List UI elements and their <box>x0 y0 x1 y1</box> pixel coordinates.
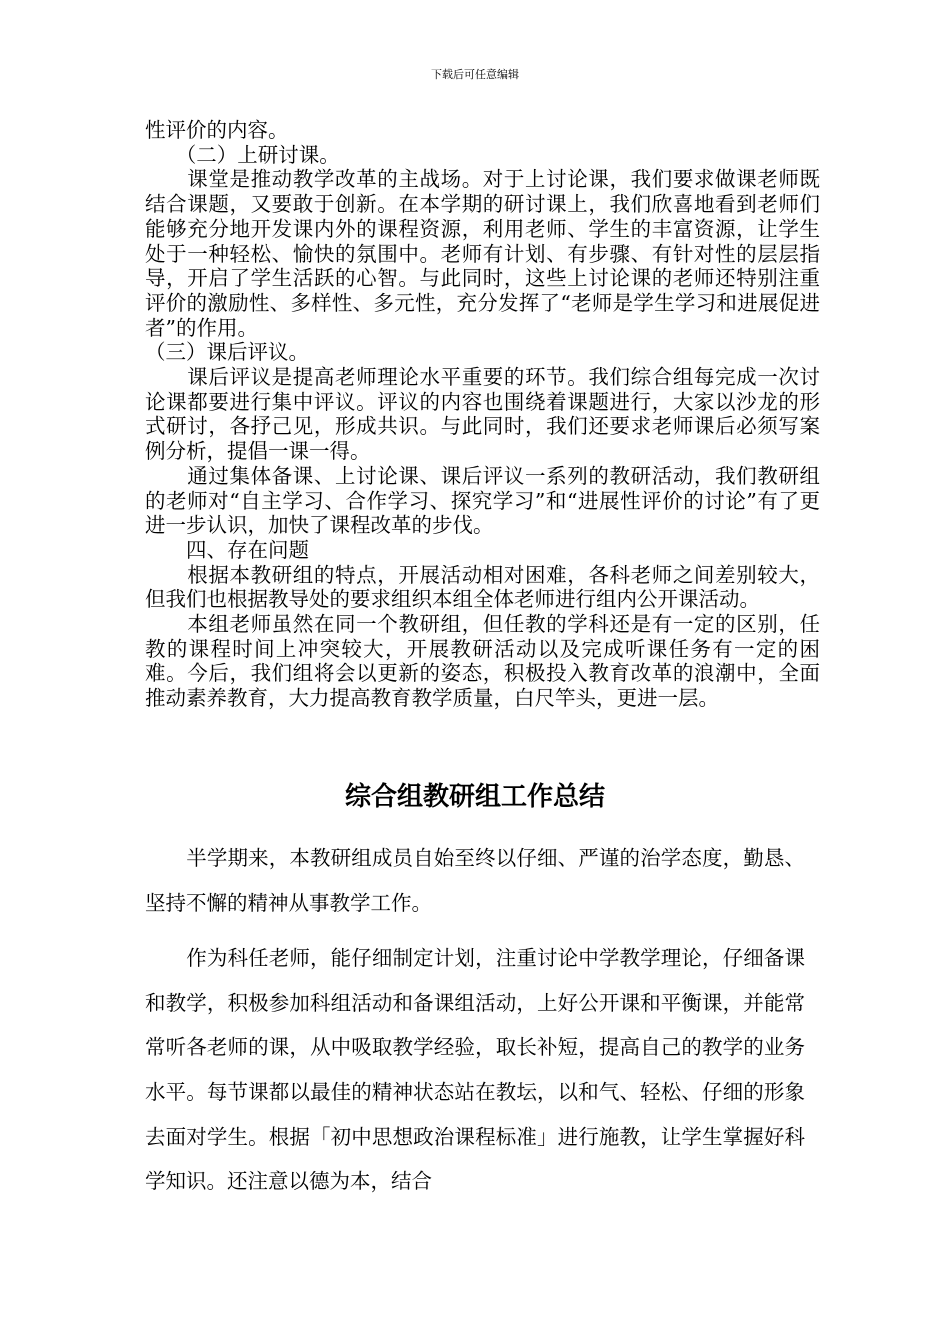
section-body <box>145 836 805 1204</box>
paragraph: 根据本教研组的特点，开展活动相对困难，各科老师之间差别较大，但我们也根据教导处的要求组织本组全体老师进行组内公开课活动。 <box>145 562 820 612</box>
paragraph: （三）课后评议。 <box>145 340 309 365</box>
paragraph: 四、存在问题 <box>145 537 309 562</box>
paragraph: 课堂是推动教学改革的主战场。对于上讨论课，我们要求做课老师既结合课题，又要敢于创新。在本学期的研讨课上，我们欣喜地看到老师们能够充分地开发课内外的课程资源，利用老师、学生的丰富资源，让学生处于一种轻松、愉快的氛围中。老师有计划、有步骤、有针对性的层层指导，开启了学生活跃的心智。与此同时，这些上讨论课的老师还特别注重评价的激励性、多样性、多元性，充分发挥了“老师是学生学习和进展促进者”的作用。 <box>145 167 820 340</box>
paragraph: 性评价的内容。 <box>145 118 289 142</box>
paragraph: 本组老师虽然在同一个教研组，但任教的学科还是有一定的区别，任教的课程时间上冲突较大，开展教研活动以及完成听课任务有一定的困难。今后，我们组将会以更新的姿态，积极投入教育改革的浪潮中，全面推动素养教育，大力提高教育教学质量，白尺竿头，更进一层。 <box>145 612 820 711</box>
body-text <box>145 118 820 711</box>
paragraph: 通过集体备课、上讨论课、课后评议一系列的教研活动，我们教研组的老师对“自主学习、合作学习、探究学习”和“进展性评价的讨论”有了更进一步认识，加快了课程改革的步伐。 <box>145 463 820 538</box>
paragraph: 作为科任老师，能仔细制定计划，注重讨论中学教学理论，仔细备课和教学，积极参加科组活动和备课组活动，上好公开课和平衡课，并能常常听各老师的课，从中吸取教学经验，取长补短，提高自己的教学的业务水平。每节课都以最佳的精神状态站在教坛，以和气、轻松、仔细的形象去面对学生。根据「初中思想政治课程标准」进行施教，让学生掌握好科学知识。还注意以德为本，结合 <box>145 946 805 1194</box>
paragraph: （二）上研讨课。 <box>145 142 340 167</box>
paragraph: 课后评议是提高老师理论水平重要的环节。我们综合组每完成一次讨论课都要进行集中评议。评议的内容也围绕着课题进行，大家以沙龙的形式研讨，各抒己见，形成共识。与此同时，我们还要求老师课后必须写案例分析，提倡一课一得。 <box>145 365 820 464</box>
section-title: 综合组教研组工作总结 <box>344 782 605 812</box>
paragraph: 半学期来，本教研组成员自始至终以仔细、严谨的治学态度，勤恳、坚持不懈的精神从事教学工作。 <box>145 846 805 915</box>
page-header: 下载后可任意编辑 <box>431 68 519 81</box>
